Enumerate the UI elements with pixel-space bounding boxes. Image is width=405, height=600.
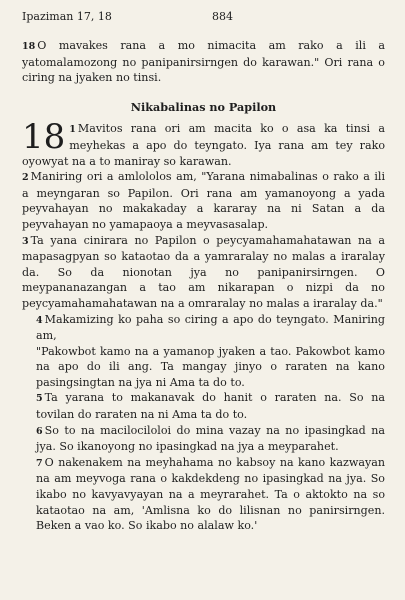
verse-text: O mavakes rana a mo nimacita am rako a ili a yatomalamozong no panipanirsirngen do karawan." Ori rana o ciring na jyaken no tinsi.	[22, 39, 385, 85]
verse-text: O nakenakem na meyhahama no kabsoy na kano kazwayan na am meyvoga rana o kakdekdeng no ipasingkad na jya. So ikabo no kavyavyayan na a meyrarahet. Ta o aktokto na so kataotao na am, 'Amlisna ko do lilisnan no panirsirngen. Beken a vao ko. So ikabo no alalaw ko.'	[36, 455, 385, 533]
verse-number: 18	[22, 41, 36, 52]
verse-text: Makamizing ko paha so ciring a apo do teyngato. Maniring am,	[36, 312, 385, 343]
verse-number: 5	[36, 393, 43, 405]
verse-number: 7	[36, 457, 43, 469]
verse-number: 6	[36, 425, 43, 437]
verse-18-6	[22, 423, 385, 455]
running-header	[22, 10, 383, 26]
verse-text: So to na macilociloloi do mina vazay na no ipasingkad na jya. So ikanoyong no ipasingkad na jya a meyparahet.	[36, 423, 385, 454]
verse-17-18	[22, 38, 385, 86]
verse-18-3	[22, 233, 385, 312]
page-number: 884	[212, 10, 233, 23]
verse-18-4-quote: "Pakowbot kamo na a yamanop jyaken a tao. Pakowbot kamo na apo do ili ang. Ta mangay jinyo o raraten na kano pasingsingtan na jya ni Ama ta do to.	[36, 344, 385, 389]
verse-18-2	[22, 169, 385, 232]
verse-number: 4	[36, 314, 43, 326]
page-body	[22, 38, 385, 534]
verse-18-4	[22, 312, 385, 344]
verse-text: Ta yana cinirara no Papilon o peycyamahamahatawan na a mapasagpyan so kataotao da a yamraralay no malas a iraralay da. So da nionotan jya no panipanirsirngen. O meypananazangan a tao am nikarapan o nizpi da no peycyamahamahatawan na a omraralay no malas a iraralay da."	[22, 233, 385, 310]
verse-number: 1	[69, 124, 76, 136]
verse-text: Maniring ori a amlololos am, "Yarana nimabalinas o rako a ili a meyngaran so Papilon. Ori rana am yamanoyong a yada peyvahayan no makakaday a kararay na ni Satan a da peyvahayan no yamapaoya a meyvasasalap.	[22, 170, 385, 231]
verse-18-1	[22, 117, 385, 169]
book-chapter-reference: Ipaziman 17, 18	[22, 10, 112, 23]
chapter-number: 18	[22, 117, 66, 158]
verse-number: 2	[22, 172, 29, 184]
verse-text: Mavitos rana ori am macita ko o asa ka tinsi a meyhekas a apo do teyngato. Iya rana am tey rako oyowyat na a to maniray so karawan.	[22, 122, 385, 168]
verse-18-5	[22, 390, 385, 422]
verse-number: 3	[22, 235, 29, 247]
section-heading: Nikabalinas no Papilon	[130, 99, 277, 114]
verse-18-7	[22, 455, 385, 534]
verse-text: Ta yarana to makanavak do hanit o raraten na. So na tovilan do raraten na ni Ama ta do to.	[36, 391, 385, 422]
